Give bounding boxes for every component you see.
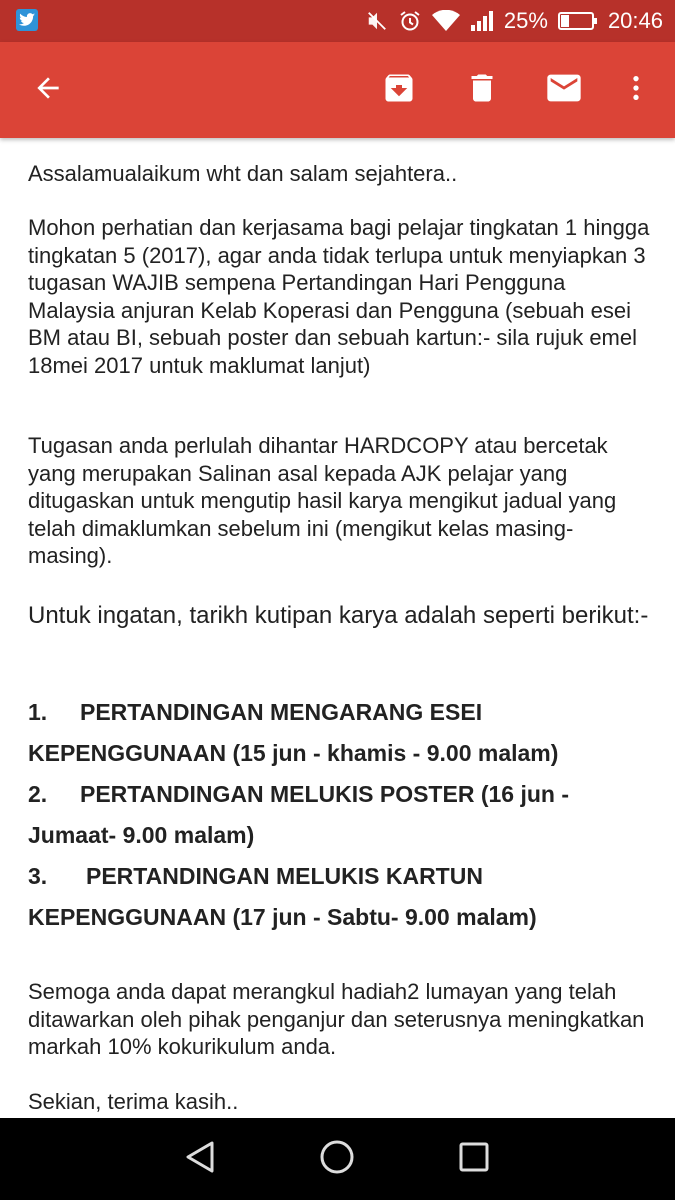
nav-home-button[interactable] [287, 1118, 387, 1200]
home-circle-icon [319, 1139, 355, 1180]
list-item-line1: PERTANDINGAN MELUKIS KARTUN [86, 863, 483, 889]
back-triangle-icon [184, 1140, 216, 1179]
list-item [28, 774, 658, 815]
back-button[interactable] [16, 42, 80, 138]
list-item-line1: PERTANDINGAN MENGARANG ESEI [80, 699, 483, 725]
closing-text: Sekian, terima kasih.. [28, 1089, 239, 1114]
email-body [28, 140, 658, 1118]
mark-unread-button[interactable] [532, 42, 596, 138]
paragraph-2: Tugasan anda perlulah dihantar HARDCOPY atau bercetak yang merupakan Salinan asal kepada AJK pelajar yang ditugaskan untuk mengutip hasil karya mengikut jadual yang telah dimaklumkan sebelum ini (mengikut kelas masing-masing). [28, 433, 617, 568]
list-number: 2. [28, 781, 48, 807]
list-number: 3. [28, 863, 48, 889]
status-bar [0, 0, 675, 42]
recents-square-icon [459, 1142, 489, 1177]
greeting-text: Assalamualaikum wht dan salam sejahtera.. [28, 161, 458, 186]
archive-button[interactable] [367, 42, 431, 138]
list-item-cont [28, 733, 658, 774]
paragraph-3: Untuk ingatan, tarikh kutipan karya adalah seperti berikut:- [28, 602, 649, 629]
battery-percent: 25% [503, 8, 548, 33]
paragraph-4: Semoga anda dapat merangkul hadiah2 lumayan yang telah ditawarkan oleh pihak penganjur dan seterusnya meningkatkan markah 10% kokurikulum anda. [28, 979, 645, 1059]
app-toolbar [0, 42, 675, 138]
nav-back-button[interactable] [150, 1118, 250, 1200]
paragraph-1: Mohon perhatian dan kerjasama bagi pelajar tingkatan 1 hingga tingkatan 5 (2017), agar anda tidak terlupa untuk menyiapkan 3 tugasan WAJIB sempena Pertandingan Hari Pengguna Malaysia anjuran Kelab Koperasi dan Pengguna (sebuah esei BM atau BI, sebuah poster dan sebuah kartun:- sila rujuk emel 18mei 2017 untuk maklumat lanjut) [28, 215, 650, 378]
alarm-icon [398, 9, 422, 33]
battery-icon [558, 11, 598, 31]
archive-icon [381, 70, 417, 111]
more-options-button[interactable] [604, 42, 668, 138]
list-item-cont [28, 815, 658, 856]
list-item-line2: Jumaat- 9.00 malam) [28, 822, 255, 848]
clock: 20:46 [607, 8, 663, 33]
status-icons [366, 0, 663, 42]
list-item-line2: KEPENGGUNAAN (17 jun - Sabtu- 9.00 malam) [28, 904, 537, 930]
twitter-icon [16, 9, 38, 31]
list-item [28, 856, 658, 897]
list-number: 1. [28, 699, 48, 725]
arrow-left-icon [32, 72, 64, 109]
delete-icon [464, 70, 500, 111]
list-item-cont [28, 897, 658, 938]
list-item-line2: KEPENGGUNAAN (15 jun - khamis - 9.00 malam) [28, 740, 559, 766]
signal-icon [470, 10, 494, 32]
wifi-icon [432, 10, 460, 32]
mute-icon [366, 10, 388, 32]
nav-recents-button[interactable] [424, 1118, 524, 1200]
list-item [28, 692, 658, 733]
delete-button[interactable] [450, 42, 514, 138]
deadline-list [28, 692, 658, 938]
system-nav-bar [0, 1118, 675, 1200]
list-item-line1: PERTANDINGAN MELUKIS POSTER (16 jun - [80, 781, 569, 807]
more-vert-icon [620, 72, 652, 109]
mail-icon [544, 68, 584, 113]
